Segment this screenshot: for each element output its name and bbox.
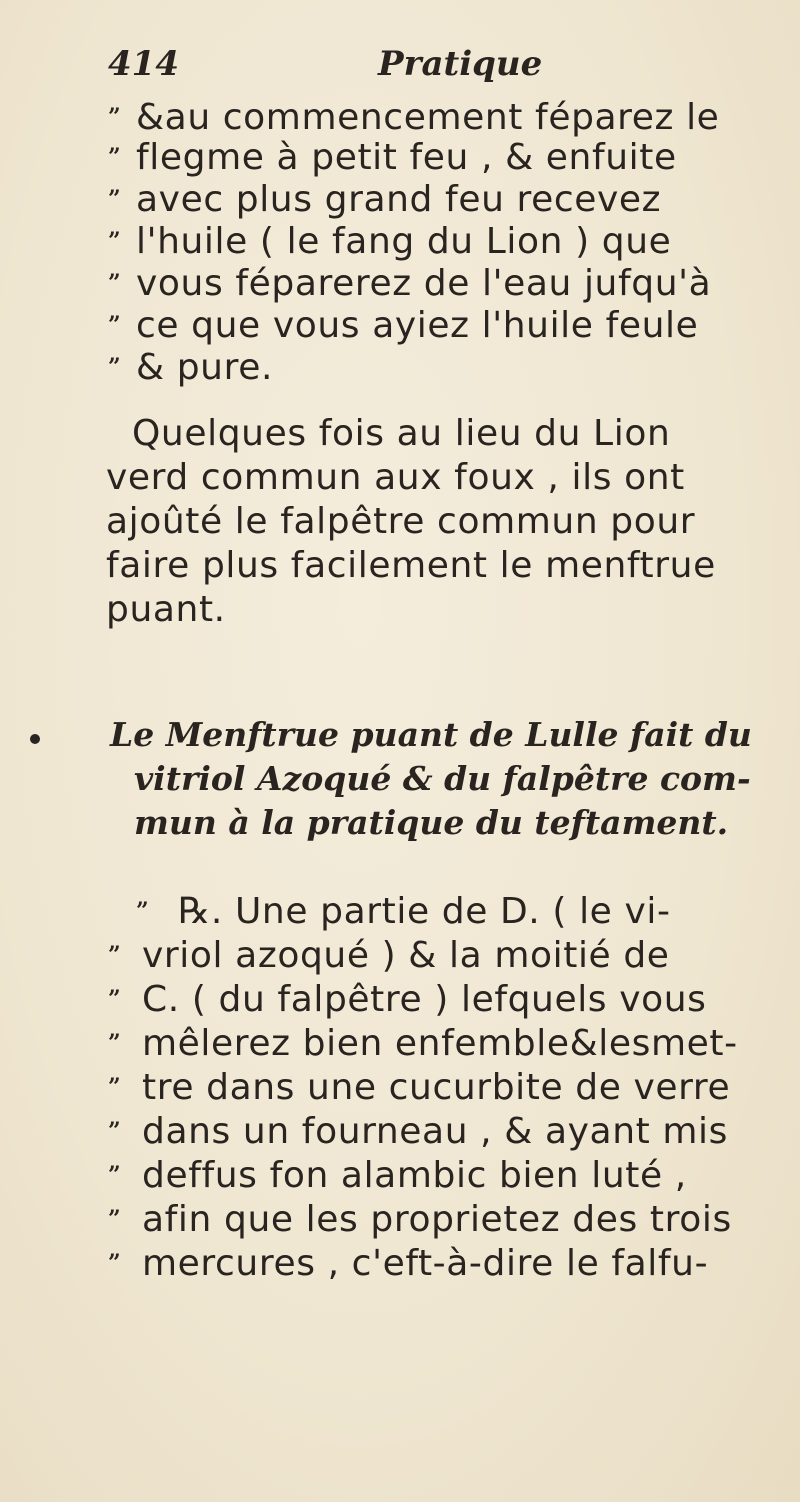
text-line: deffus fon alambic bien luté , <box>142 1155 687 1196</box>
text-line: tre dans une cucurbite de verre <box>142 1067 731 1108</box>
text-line: verd commun aux foux , ils ont <box>106 457 685 498</box>
text-line: mercures , c'eft-à-dire le falfu- <box>142 1243 709 1284</box>
page-header <box>108 44 748 94</box>
quote-mark: ” <box>108 1118 121 1144</box>
quote-mark: ” <box>108 186 121 212</box>
quote-mark: ” <box>108 1162 121 1188</box>
text-line: puant. <box>106 589 226 630</box>
quote-mark: ” <box>108 942 121 968</box>
quote-mark: ” <box>108 354 121 380</box>
text-line: mêlerez bien enfemble&lesmet- <box>142 1023 738 1064</box>
text-line: avec plus grand feu recevez <box>136 179 662 220</box>
heading-line: mun à la pratique du teftament. <box>134 803 729 842</box>
text-line: afin que les proprietez des trois <box>142 1199 732 1240</box>
text-line: & pure. <box>136 347 273 388</box>
quote-mark: ” <box>108 1206 121 1232</box>
text-line: l'huile ( le fang du Lion ) que <box>136 221 672 262</box>
text-line: Quelques fois au lieu du Lion <box>132 413 671 454</box>
quote-mark: ” <box>108 104 121 130</box>
text-line: faire plus facilement le menftrue <box>106 545 716 586</box>
page-number: 414 <box>108 44 179 84</box>
running-title: Pratique <box>378 44 543 84</box>
quote-mark: ” <box>108 228 121 254</box>
margin-dot <box>30 734 40 744</box>
quote-mark: ” <box>108 1250 121 1276</box>
heading-line: Le Menftrue puant de Lulle fait du <box>110 715 752 754</box>
text-line: C. ( du falpêtre ) lefquels vous <box>142 979 707 1020</box>
text-line: ce que vous ayiez l'huile feule <box>136 305 699 346</box>
quote-mark: ” <box>108 1074 121 1100</box>
quote-mark: ” <box>108 144 121 170</box>
text-line: vriol azoqué ) & la moitié de <box>142 935 670 976</box>
text-line: flegme à petit feu , & enfuite <box>136 137 677 178</box>
text-line: vous féparerez de l'eau jufqu'à <box>136 263 712 304</box>
quote-mark: ” <box>108 312 121 338</box>
quote-mark: ” <box>136 898 149 924</box>
quote-mark: ” <box>108 270 121 296</box>
text-line: ajoûté le falpêtre commun pour <box>106 501 696 542</box>
text-line: dans un fourneau , & ayant mis <box>142 1111 729 1152</box>
text-line: &au commencement féparez le <box>136 97 720 138</box>
text-line: ℞. Une partie de D. ( le vi- <box>178 891 671 932</box>
quote-mark: ” <box>108 1030 121 1056</box>
heading-line: vitriol Azoqué & du falpêtre com- <box>134 759 751 798</box>
quote-mark: ” <box>108 986 121 1012</box>
